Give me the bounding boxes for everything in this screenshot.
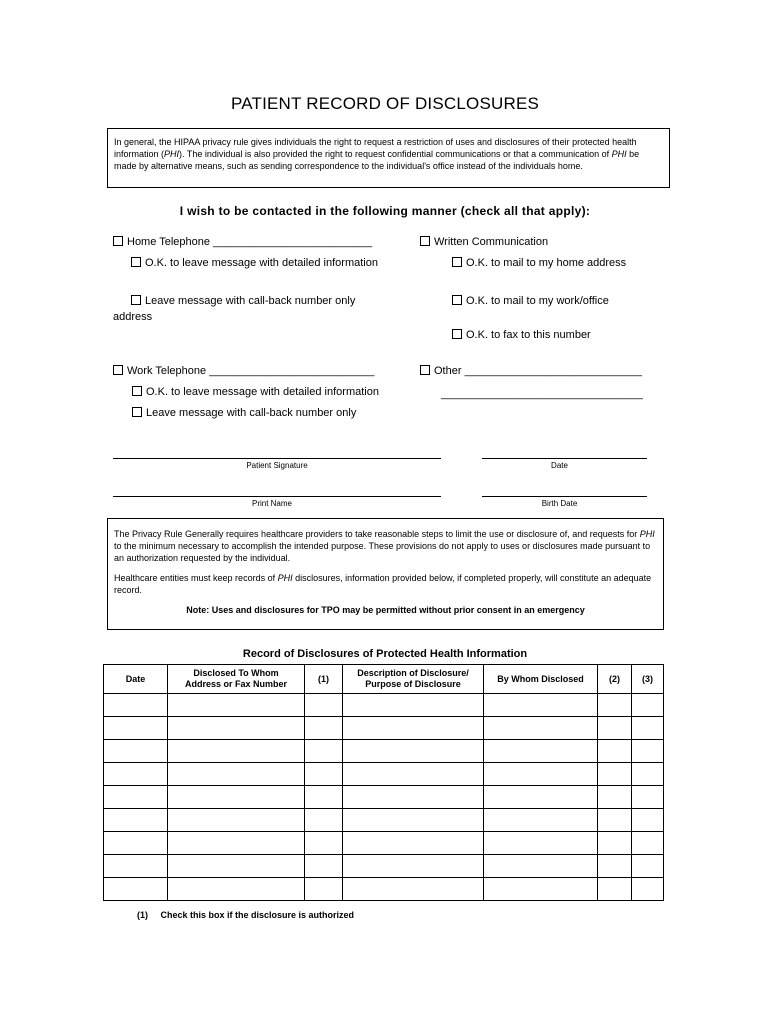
birth-date-label: Birth Date — [541, 499, 578, 508]
table-cell[interactable] — [632, 878, 664, 901]
fax-option[interactable]: O.K. to fax to this number — [452, 329, 591, 341]
table-cell[interactable] — [305, 786, 343, 809]
header-by-whom: By Whom Disclosed — [484, 665, 598, 694]
table-cell[interactable] — [632, 763, 664, 786]
table-cell[interactable] — [168, 763, 305, 786]
date-label: Date — [551, 461, 568, 470]
privacy-paragraph-2: Healthcare entities must keep records of PHI disclosures, information provided below, if completed properly, will constitute an adequate record. — [114, 573, 652, 595]
written-communication-option[interactable]: Written Communication — [420, 236, 548, 248]
table-cell[interactable] — [632, 740, 664, 763]
table-cell[interactable] — [598, 717, 632, 740]
table-cell[interactable] — [484, 717, 598, 740]
table-row — [104, 740, 664, 763]
table-row — [104, 855, 664, 878]
table-cell[interactable] — [484, 763, 598, 786]
header-disclosed-to-whom: Disclosed To Whom Address or Fax Number — [168, 665, 305, 694]
other-option[interactable]: Other _____________________________ — [420, 365, 642, 377]
mail-home-checkbox[interactable] — [452, 257, 462, 267]
work-ok-detail-checkbox[interactable] — [132, 386, 142, 396]
table-title: Record of Disclosures of Protected Health Information — [242, 648, 528, 660]
date-line[interactable] — [482, 458, 647, 459]
table-cell[interactable] — [343, 832, 484, 855]
contact-heading: I wish to be contacted in the following manner (check all that apply): — [179, 204, 591, 218]
table-cell[interactable] — [104, 832, 168, 855]
work-callback-option[interactable]: Leave message with call-back number only — [132, 407, 356, 419]
home-callback-option[interactable]: Leave message with call-back number only — [131, 295, 355, 307]
table-cell[interactable] — [484, 855, 598, 878]
header-col-3: (3) — [632, 665, 664, 694]
table-cell[interactable] — [632, 717, 664, 740]
table-row — [104, 694, 664, 717]
home-ok-detail-checkbox[interactable] — [131, 257, 141, 267]
table-cell[interactable] — [305, 809, 343, 832]
table-row — [104, 786, 664, 809]
privacy-paragraph-1: The Privacy Rule Generally requires healthcare providers to take reasonable steps to limit the use or disclosure of, and requests for PHI to the minimum necessary to accomplish the intended purpose. These provisions do not apply to uses or disclosures made pursuant to an authorization requested by the individual. — [114, 529, 655, 563]
table-cell[interactable] — [632, 832, 664, 855]
table-cell[interactable] — [598, 694, 632, 717]
mail-work-option[interactable]: O.K. to mail to my work/office — [452, 295, 609, 307]
table-cell[interactable] — [484, 809, 598, 832]
table-row — [104, 878, 664, 901]
table-cell[interactable] — [632, 786, 664, 809]
table-cell[interactable] — [632, 694, 664, 717]
header-date: Date — [104, 665, 168, 694]
table-cell[interactable] — [104, 694, 168, 717]
table-cell[interactable] — [168, 878, 305, 901]
table-cell[interactable] — [104, 740, 168, 763]
header-col-2: (2) — [598, 665, 632, 694]
table-cell[interactable] — [168, 740, 305, 763]
table-cell[interactable] — [598, 786, 632, 809]
patient-signature-line[interactable] — [113, 458, 441, 459]
home-telephone-checkbox[interactable] — [113, 236, 123, 246]
print-name-label: Print Name — [251, 499, 292, 508]
work-telephone-option[interactable]: Work Telephone ___________________________ — [113, 365, 374, 377]
table-cell[interactable] — [343, 763, 484, 786]
table-cell[interactable] — [343, 694, 484, 717]
table-cell[interactable] — [104, 878, 168, 901]
table-cell[interactable] — [168, 717, 305, 740]
table-cell[interactable] — [168, 832, 305, 855]
table-cell[interactable] — [632, 809, 664, 832]
table-cell[interactable] — [104, 763, 168, 786]
fax-checkbox[interactable] — [452, 329, 462, 339]
table-cell[interactable] — [598, 740, 632, 763]
mail-home-option[interactable]: O.K. to mail to my home address — [452, 257, 626, 269]
table-cell[interactable] — [104, 786, 168, 809]
table-cell[interactable] — [168, 786, 305, 809]
disclosure-table — [103, 664, 664, 901]
table-header-row — [104, 665, 664, 694]
written-communication-checkbox[interactable] — [420, 236, 430, 246]
table-cell[interactable] — [343, 786, 484, 809]
table-cell[interactable] — [484, 786, 598, 809]
table-cell[interactable] — [598, 832, 632, 855]
tpo-note: Note: Uses and disclosures for TPO may be permitted without prior consent in an emergency — [186, 605, 585, 615]
table-cell[interactable] — [168, 694, 305, 717]
table-cell[interactable] — [484, 694, 598, 717]
table-body — [104, 694, 664, 901]
table-cell[interactable] — [305, 878, 343, 901]
home-callback-continuation: address — [113, 311, 153, 323]
patient-signature-label: Patient Signature — [246, 461, 308, 470]
table-cell[interactable] — [168, 855, 305, 878]
home-ok-detail-option[interactable]: O.K. to leave message with detailed information — [131, 257, 378, 269]
other-second-line[interactable]: _________________________________ — [441, 388, 643, 400]
work-telephone-checkbox[interactable] — [113, 365, 123, 375]
table-cell[interactable] — [343, 855, 484, 878]
table-cell[interactable] — [305, 740, 343, 763]
home-telephone-option[interactable]: Home Telephone __________________________ — [113, 236, 372, 248]
header-col-1: (1) — [305, 665, 343, 694]
table-cell[interactable] — [168, 809, 305, 832]
privacy-rule-box — [107, 518, 664, 630]
table-cell[interactable] — [104, 855, 168, 878]
table-cell[interactable] — [598, 855, 632, 878]
mail-work-checkbox[interactable] — [452, 295, 462, 305]
table-cell[interactable] — [598, 809, 632, 832]
table-cell[interactable] — [343, 878, 484, 901]
table-row — [104, 763, 664, 786]
header-description: Description of Disclosure/ Purpose of Disclosure — [343, 665, 484, 694]
table-cell[interactable] — [343, 740, 484, 763]
table-cell[interactable] — [484, 740, 598, 763]
home-callback-checkbox[interactable] — [131, 295, 141, 305]
table-cell[interactable] — [484, 832, 598, 855]
print-name-line[interactable] — [113, 496, 441, 497]
table-row — [104, 832, 664, 855]
intro-box — [107, 128, 670, 188]
table-cell[interactable] — [305, 694, 343, 717]
table-cell[interactable] — [484, 878, 598, 901]
table-cell[interactable] — [598, 763, 632, 786]
table-cell[interactable] — [598, 878, 632, 901]
table-cell[interactable] — [305, 832, 343, 855]
table-cell[interactable] — [343, 717, 484, 740]
table-cell[interactable] — [104, 809, 168, 832]
footnote: (1) Check this box if the disclosure is authorized — [137, 910, 355, 920]
birth-date-line[interactable] — [482, 496, 647, 497]
work-ok-detail-option[interactable]: O.K. to leave message with detailed information — [132, 386, 379, 398]
table-cell[interactable] — [104, 717, 168, 740]
work-callback-checkbox[interactable] — [132, 407, 142, 417]
table-cell[interactable] — [305, 763, 343, 786]
table-cell[interactable] — [632, 855, 664, 878]
table-cell[interactable] — [343, 809, 484, 832]
table-cell[interactable] — [305, 855, 343, 878]
other-checkbox[interactable] — [420, 365, 430, 375]
table-row — [104, 809, 664, 832]
table-cell[interactable] — [305, 717, 343, 740]
intro-text: In general, the HIPAA privacy rule gives individuals the right to request a restriction of uses and disclosures of their protected health information (PHI). The individual is also provided the right to request confidential communications or that a communication of PHI be made by alternative means, such as sending correspondence to the individual's office instead of the individuals home. — [114, 137, 640, 171]
table-row — [104, 717, 664, 740]
page-title: PATIENT RECORD OF DISCLOSURES — [230, 94, 540, 113]
